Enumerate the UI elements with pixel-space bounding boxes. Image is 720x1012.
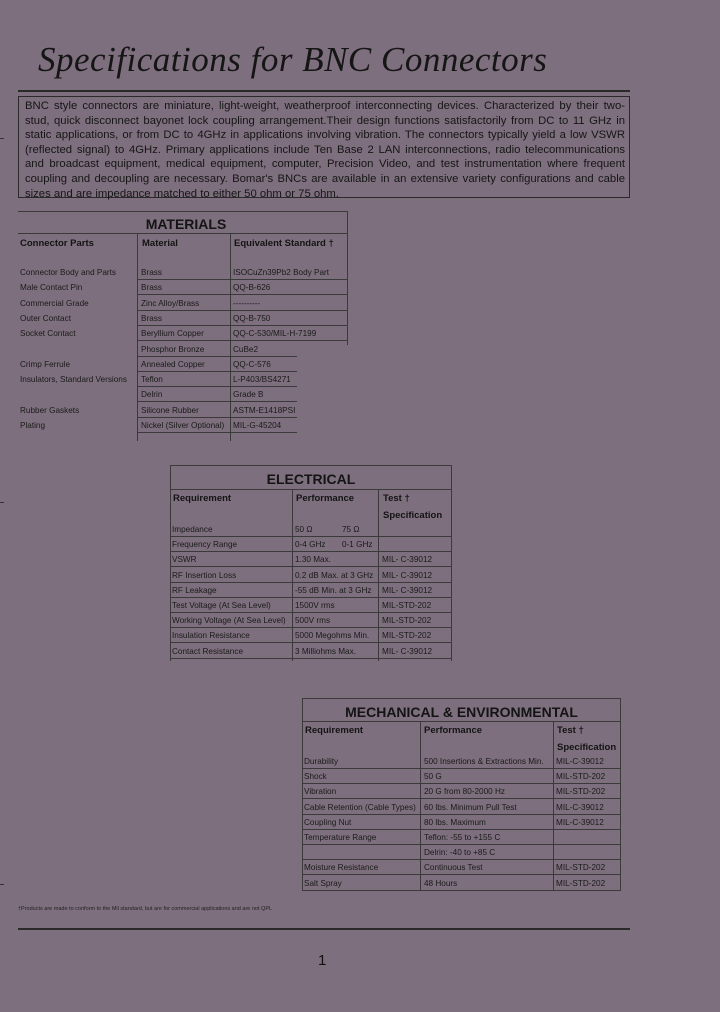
electrical-requirement: Working Voltage (At Sea Level) [172,616,286,626]
mechanical-test-spec: MIL-STD-202 [556,772,606,782]
materials-standard: ---------- [233,298,261,308]
electrical-requirement: RF Insertion Loss [172,570,237,580]
electrical-requirement: Contact Resistance [172,646,243,656]
materials-part: Male Contact Pin [20,283,83,293]
materials-standard: ISOCuZn39Pb2 Body Part [233,268,330,277]
row-divider [170,612,452,613]
mechanical-requirement: Temperature Range [304,833,377,842]
margin-mark [0,138,4,139]
electrical-test-spec: MIL- C-39012 [382,570,433,580]
row-divider [170,597,452,598]
electrical-performance: 500V rms [295,616,331,626]
row-divider [137,279,347,280]
row-divider [137,356,297,357]
materials-header-standard: Equivalent Standard † [234,238,334,249]
materials-title: MATERIALS [145,216,227,232]
electrical-test-spec: MIL-STD-202 [382,631,432,641]
materials-standard: ASTM-E1418PSI [233,405,296,415]
mechanical-performance: 48 Hours [424,878,458,888]
mechanical-performance: Teflon: -55 to +155 C [424,833,501,842]
mechanical-test-spec: MIL-STD-202 [556,878,606,888]
materials-standard: Grade B [233,390,264,400]
electrical-requirement: RF Leakage [172,585,217,595]
electrical-performance: 1.30 Max. [295,555,331,565]
row-divider [137,432,297,433]
materials-material: Phosphor Bronze [141,344,205,354]
materials-standard: QQ-C-530/MIL-H-7199 [233,329,317,339]
margin-mark [0,502,4,503]
mechanical-header-specification: Specification [557,742,617,753]
electrical-performance: 0.2 dB Max. at 3 GHz [295,570,374,580]
row-divider [302,814,621,815]
mechanical-test-spec: MIL-STD-202 [556,863,606,873]
materials-material: Silicone Rubber [141,405,199,415]
mechanical-test-spec: MIL-C-39012 [556,802,604,812]
mechanical-requirement: Moisture Resistance [304,863,379,873]
materials-material: Beryllium Copper [141,329,204,339]
electrical-performance: 1500V rms [295,601,335,610]
materials-part: Plating [20,421,46,430]
materials-material: Zinc Alloy/Brass [141,298,200,308]
materials-material: Brass [141,313,162,323]
electrical-test-spec: MIL- C-39012 [382,646,433,656]
electrical-header-test: Test † [383,493,410,504]
materials-header-material: Material [142,238,178,249]
row-divider [137,386,297,387]
row-divider [302,768,621,769]
mechanical-performance: Delrin: -40 to +85 C [424,848,496,858]
electrical-title: ELECTRICAL [266,471,356,487]
row-divider [170,582,452,583]
materials-part: Connector Body and Parts [20,268,117,277]
row-divider [170,551,452,552]
row-divider [302,844,621,845]
materials-part: Rubber Gaskets [20,405,80,415]
row-divider [170,566,452,567]
mechanical-header-test: Test † [557,725,584,736]
mechanical-requirement: Salt Spray [304,878,342,888]
row-divider [137,310,347,311]
materials-standard: QQ-B-626 [233,283,271,293]
row-divider [170,658,452,659]
mechanical-performance: 500 Insertions & Extractions Min. [424,757,544,766]
electrical-performance: 3 Milliohms Max. [295,646,356,656]
electrical-performance: 50 Ω [295,525,313,534]
footnote: †Products are made to conform to the Mil standard, but are for commercial applications and are not QPL [18,906,273,912]
electrical-test-spec: MIL- C-39012 [382,555,433,565]
materials-part: Crimp Ferrule [20,359,71,369]
electrical-header-requirement: Requirement [173,493,232,504]
electrical-requirement: VSWR [172,555,197,565]
row-divider [302,859,621,860]
row-divider [137,401,297,402]
mechanical-title: MECHANICAL & ENVIRONMENTAL [345,704,578,720]
row-divider [302,890,621,891]
electrical-header-performance: Performance [296,493,355,504]
mechanical-test-spec: MIL-C-39012 [556,757,604,766]
mechanical-performance: 20 G from 80-2000 Hz [424,787,506,797]
page-number: 1 [318,952,327,969]
intro-paragraph: BNC style connectors are miniature, light-weight, weatherproof interconnecting devices. Characterized by their two-stud, quick disconnect bayonet lock coupling arrangement.Their design functions satisfactorily from DC to 11 GHz in static applications, or from DC to 4GHz in applications involving vibration. The connectors typically yield a low VSWR (reflected signal) to 4GHz. Primary applications include Ten Base 2 LAN interconnections, radio telecommunications and broadcast equipment, medical equipment, computer, Precision Video, and test instrumentation where frequent coupling and decoupling are necessary. Bomar's BNCs are available in an extensive variety configurations and cable sizes and are impedance matched to either 50 ohm or 75 ohm. [18,96,630,198]
mechanical-performance: Continuous Test [424,863,483,873]
row-divider [302,874,621,875]
row-divider [170,627,452,628]
mechanical-requirement: Coupling Nut [304,817,352,827]
electrical-test-spec: MIL- C-39012 [382,585,433,595]
row-divider [137,294,347,295]
row-divider [170,536,452,537]
electrical-performance: 0-4 GHz [295,540,326,550]
electrical-performance-alt: 75 Ω [342,525,360,534]
row-divider [170,642,452,643]
materials-material: Annealed Copper [141,359,205,369]
materials-material: Brass [141,268,162,277]
materials-material: Brass [141,283,162,293]
electrical-performance: 5000 Megohms Min. [295,631,370,641]
mechanical-performance: 60 lbs. Minimum Pull Test [424,802,517,812]
row-divider [137,371,297,372]
materials-header-parts: Connector Parts [20,238,94,249]
margin-mark [0,884,4,885]
page-title: Specifications for BNC Connectors [38,40,548,79]
electrical-test-spec: MIL-STD-202 [382,601,432,610]
materials-standard: QQ-C-576 [233,359,271,369]
materials-standard: MIL-G-45204 [233,421,282,430]
row-divider [137,417,297,418]
row-divider [137,325,347,326]
mechanical-requirement: Durability [304,757,339,766]
electrical-requirement: Test Voltage (At Sea Level) [172,601,271,610]
materials-standard: QQ-B-750 [233,313,271,323]
mechanical-test-spec: MIL-STD-202 [556,787,606,797]
row-divider [137,340,347,341]
row-divider [302,783,621,784]
title-rule [18,90,630,92]
mechanical-requirement: Cable Retention (Cable Types) [304,802,416,812]
materials-standard: L-P403/BS4271 [233,375,291,385]
mechanical-header-performance: Performance [424,725,483,736]
electrical-performance: -55 dB Min. at 3 GHz [295,585,372,595]
mechanical-test-spec: MIL-C-39012 [556,817,604,827]
electrical-requirement: Impedance [172,525,213,534]
electrical-requirement: Frequency Range [172,540,238,550]
materials-part: Socket Contact [20,329,76,339]
materials-part: Outer Contact [20,313,71,323]
electrical-performance-alt: 0-1 GHz [342,540,373,550]
materials-material: Nickel (Silver Optional) [141,421,225,430]
mechanical-performance: 50 G [424,772,442,782]
materials-standard: CuBe2 [233,344,259,354]
row-divider [302,829,621,830]
materials-part: Insulators, Standard Versions [20,375,127,385]
electrical-requirement: Insulation Resistance [172,631,250,641]
electrical-test-spec: MIL-STD-202 [382,616,432,626]
mechanical-requirement: Vibration [304,787,337,797]
materials-material: Delrin [141,390,163,400]
materials-part: Commercial Grade [20,298,89,308]
materials-material: Teflon [141,375,163,385]
mechanical-performance: 80 lbs. Maximum [424,817,486,827]
mechanical-requirement: Shock [304,772,327,782]
mechanical-header-requirement: Requirement [305,725,364,736]
bottom-rule [18,928,630,930]
electrical-header-specification: Specification [383,510,443,521]
row-divider [302,798,621,799]
